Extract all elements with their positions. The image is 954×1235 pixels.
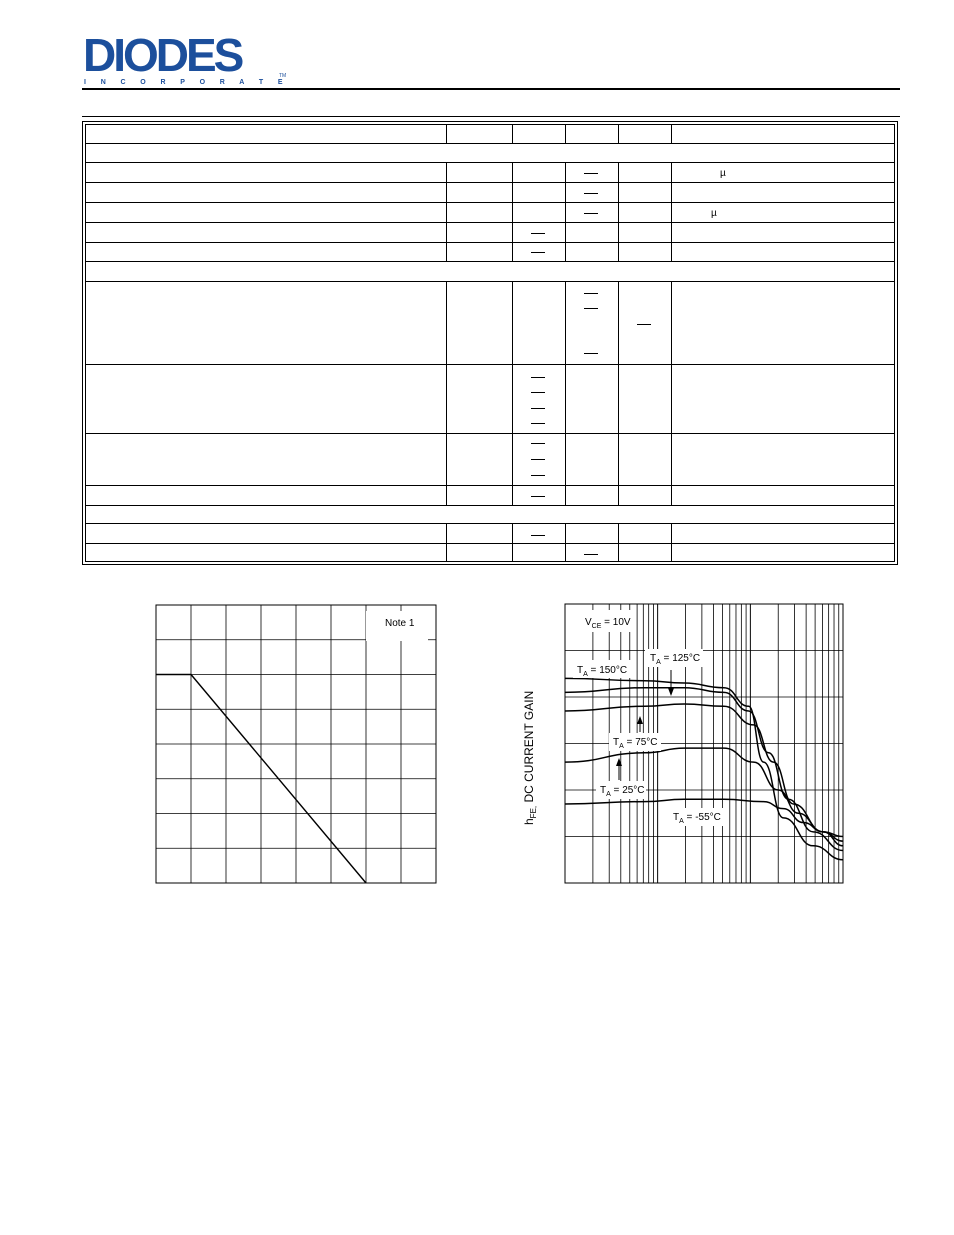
logo-wordmark: DIODES: [83, 33, 242, 81]
header-rule: [82, 88, 900, 90]
power-derating-chart: [154, 603, 438, 885]
table-row-lines: [86, 144, 895, 544]
gain-curve: [565, 688, 843, 851]
svg-text:hFE, DC CURRENT GAIN: $h_{FE,}$ DC CURRENT GAIN: [522, 690, 538, 825]
table-column-lines: [447, 125, 672, 562]
ta-25-label: $T_A = 25^\circ C$: [600, 785, 645, 798]
y-axis-title: [522, 691, 538, 825]
ta-150-label: $T_A = 150^\circ C$: [577, 665, 628, 678]
mu-symbol: µ: [711, 208, 717, 219]
vce-label: $V_{CE} = 10V$: [585, 617, 631, 630]
chart-grid: [156, 605, 436, 883]
section-rule: [82, 116, 900, 117]
dc-current-gain-chart: [505, 600, 850, 890]
diodes-logo: [82, 33, 288, 89]
ta-75-label: $T_A = 75^\circ C$: [613, 737, 658, 750]
ta-125-label: $T_A = 125^\circ C$: [650, 653, 701, 666]
gain-curves: [565, 678, 843, 859]
chart-grid: [565, 604, 843, 883]
electrical-characteristics-table: [82, 121, 898, 565]
note-label: Note 1: [385, 618, 415, 629]
mu-symbol: µ: [720, 168, 726, 179]
logo-trademark: TM: [279, 73, 287, 79]
logo-subtext: I N C O R P O R A T E D: [84, 79, 288, 86]
ta-minus55-label: $T_A = -55^\circ C$: [673, 812, 721, 825]
